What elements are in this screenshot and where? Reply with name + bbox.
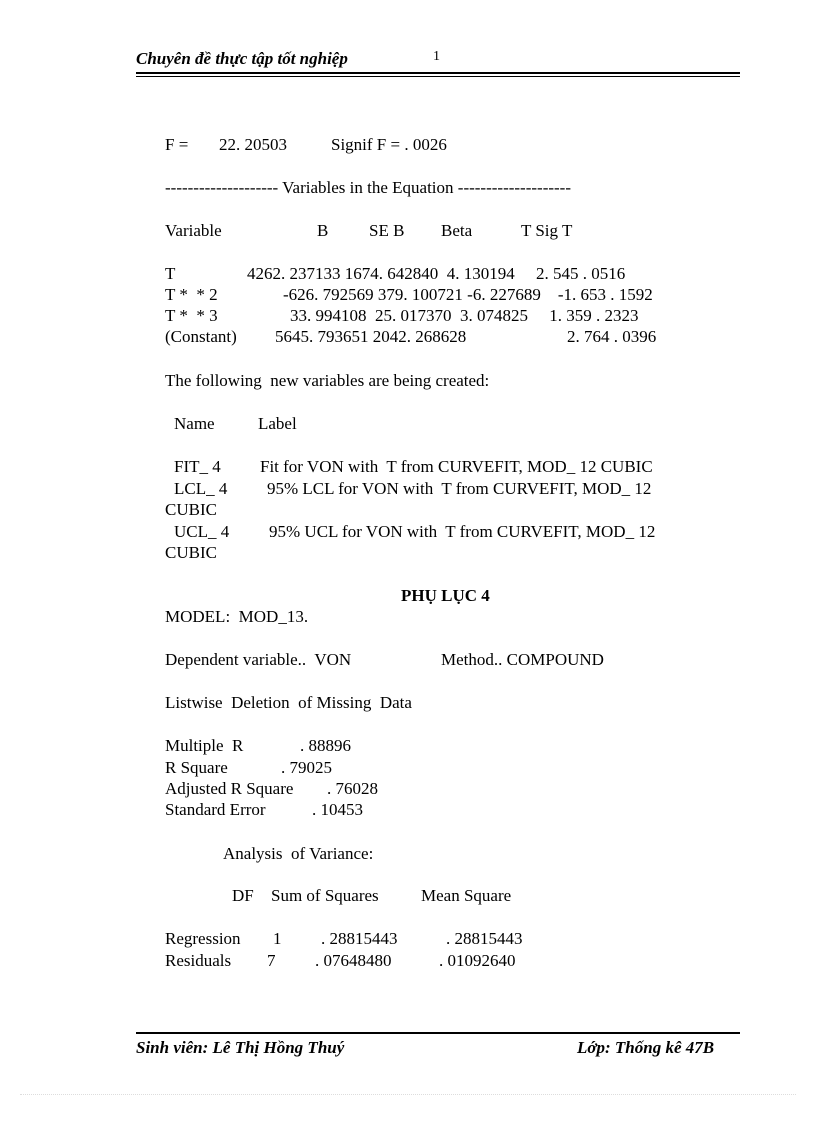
- dependent-variable: Dependent variable.. VON: [165, 650, 352, 669]
- col-b: B: [317, 221, 329, 240]
- model-line: MODEL: MOD_13.: [165, 607, 309, 626]
- new-var-name: UCL_ 4: [174, 522, 230, 541]
- header-rule-thick: [136, 72, 740, 74]
- page-number: 1: [433, 49, 440, 64]
- header-title: Chuyên đề thực tập tốt nghiệp: [136, 49, 348, 68]
- stat-value: . 88896: [300, 736, 351, 755]
- col-variable: Variable: [165, 221, 222, 240]
- footer-student: Sinh viên: Lê Thị Hồng Thuý: [136, 1038, 345, 1057]
- anova-row-ss: . 28815443: [321, 929, 398, 948]
- col-beta: Beta: [441, 221, 473, 240]
- anova-row-ms: . 28815443: [446, 929, 523, 948]
- equation-title: -------------------- Variables in the Equation --------------------: [165, 178, 572, 197]
- anova-col-ms: Mean Square: [421, 886, 512, 905]
- anova-row-ss: . 07648480: [315, 951, 392, 970]
- anova-col-df: DF: [232, 886, 254, 905]
- footer-rule: [136, 1032, 740, 1034]
- coef-row-variable: T * * 3: [165, 306, 218, 325]
- stat-value: . 10453: [312, 800, 363, 819]
- page-edge-dotted-line: [20, 1094, 796, 1095]
- header-rule-thin: [136, 76, 740, 77]
- coef-row-variable: (Constant): [165, 327, 237, 346]
- footer-class: Lớp: Thống kê 47B: [577, 1038, 715, 1057]
- f-value: 22. 20503: [219, 135, 287, 154]
- new-var-label-cont: CUBIC: [165, 543, 217, 562]
- method: Method.. COMPOUND: [441, 650, 604, 669]
- listwise-deletion: Listwise Deletion of Missing Data: [165, 693, 412, 712]
- stat-value: . 76028: [327, 779, 378, 798]
- new-vars-intro: The following new variables are being created:: [165, 371, 490, 390]
- name-header: Name: [174, 414, 215, 433]
- col-se-b: SE B: [369, 221, 405, 240]
- coef-row-tail: 2. 764 . 0396: [567, 327, 657, 346]
- coef-row-values: -626. 792569 379. 100721 -6. 227689 -1. 653 . 1592: [283, 285, 653, 304]
- anova-row-df: 7: [267, 951, 276, 970]
- coef-row-variable: T: [165, 264, 176, 283]
- stat-label: R Square: [165, 758, 228, 777]
- new-var-label: 95% LCL for VON with T from CURVEFIT, MOD_ 12: [267, 479, 652, 498]
- appendix-title: PHỤ LỤC 4: [401, 586, 490, 605]
- anova-title: Analysis of Variance:: [223, 844, 374, 863]
- anova-row-df: 1: [273, 929, 282, 948]
- new-var-name: FIT_ 4: [174, 457, 221, 476]
- label-header: Label: [258, 414, 297, 433]
- col-t-sig-t: T Sig T: [521, 221, 573, 240]
- anova-row-ms: . 01092640: [439, 951, 516, 970]
- new-var-label: Fit for VON with T from CURVEFIT, MOD_ 12 CUBIC: [260, 457, 653, 476]
- stat-value: . 79025: [281, 758, 332, 777]
- coef-row-values: 4262. 237133 1674. 642840 4. 130194 2. 545 . 0516: [247, 264, 626, 283]
- stat-label: Adjusted R Square: [165, 779, 294, 798]
- stat-label: Multiple R: [165, 736, 244, 755]
- anova-row-label: Regression: [165, 929, 241, 948]
- coef-row-variable: T * * 2: [165, 285, 218, 304]
- f-label: F =: [165, 135, 189, 154]
- new-var-label-cont: CUBIC: [165, 500, 217, 519]
- anova-row-label: Residuals: [165, 951, 232, 970]
- new-var-label: 95% UCL for VON with T from CURVEFIT, MOD_ 12: [269, 522, 656, 541]
- coef-row-values: 5645. 793651 2042. 268628: [275, 327, 467, 346]
- signif-f: Signif F = . 0026: [331, 135, 447, 154]
- coef-row-values: 33. 994108 25. 017370 3. 074825 1. 359 . 2323: [290, 306, 639, 325]
- new-var-name: LCL_ 4: [174, 479, 228, 498]
- stat-label: Standard Error: [165, 800, 266, 819]
- anova-col-ss: Sum of Squares: [271, 886, 379, 905]
